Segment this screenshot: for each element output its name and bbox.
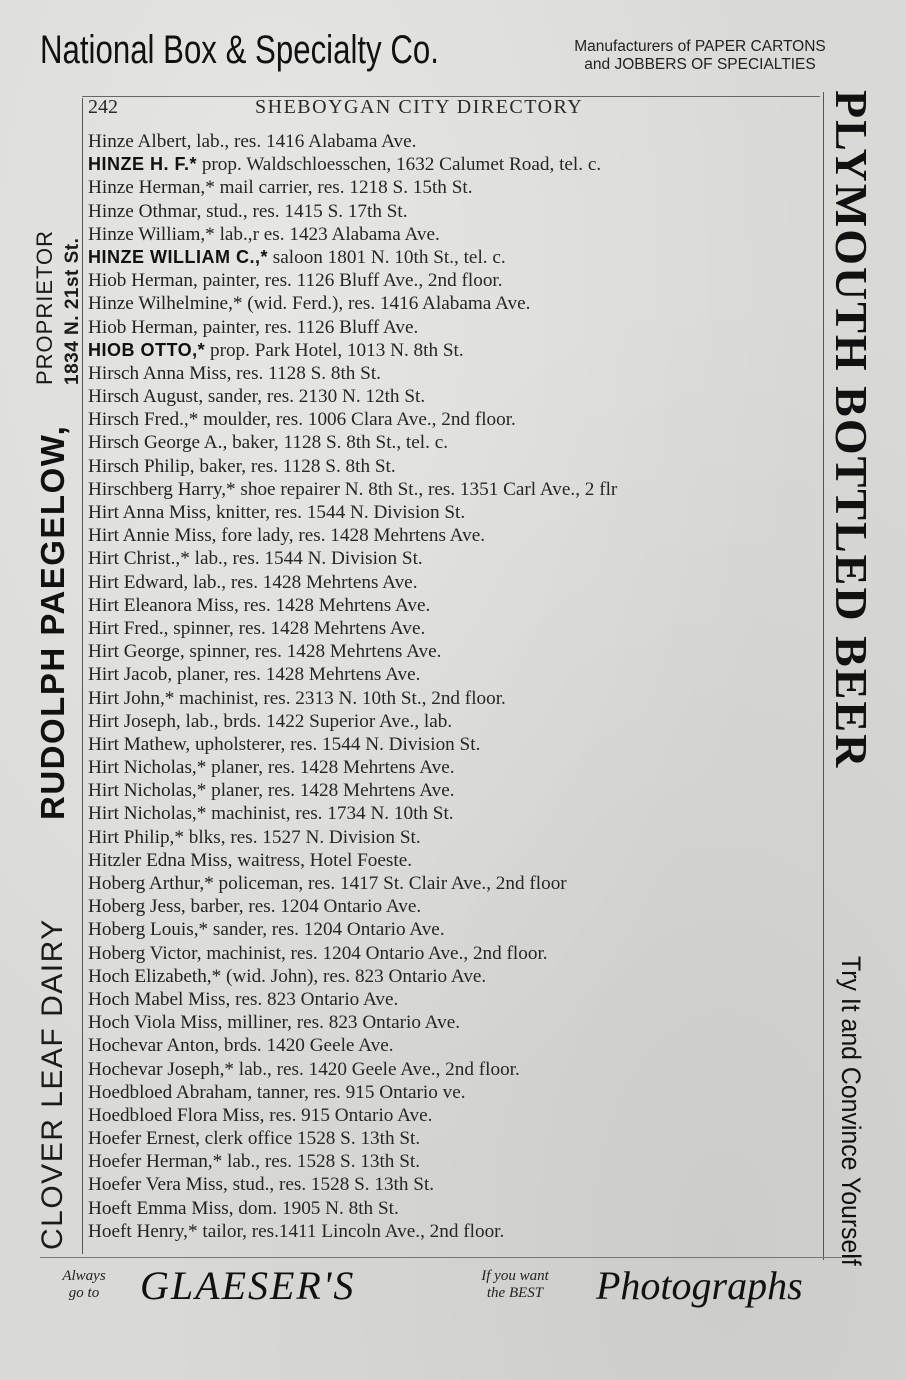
entry-name: Hoberg Louis,* (88, 919, 209, 941)
ad-photographs: Photographs (596, 1263, 803, 1308)
directory-entry (88, 130, 823, 153)
entry-detail: baker, 1128 S. 8th St., tel. c. (227, 432, 449, 454)
entry-name: Hinze Othmar, (88, 200, 202, 222)
entry-detail: sander, res. 1204 Ontario Ave. (208, 919, 445, 941)
entry-detail: planer, res. 1428 Mehrtens Ave. (206, 757, 455, 779)
entry-name: Hirt Philip,* (88, 826, 184, 848)
entry-detail: lab., res. 1544 N. Division St. (189, 548, 423, 570)
bottom-rule (40, 1257, 855, 1258)
entry-detail: planer, res. 1428 Mehrtens Ave. (172, 664, 421, 686)
entry-name: Hoedbloed Flora Miss, (88, 1104, 265, 1126)
entry-name: Hochevar Joseph,* (88, 1058, 234, 1080)
entry-name: Hoeft Emma Miss, (88, 1197, 234, 1219)
entry-name: Hirt Nicholas,* (88, 780, 207, 802)
entry-name: Hirsch August, (88, 386, 204, 408)
directory-entry (88, 918, 823, 941)
directory-entry (88, 687, 823, 710)
entry-detail: milliner, res. 823 Ontario Ave. (222, 1012, 461, 1034)
directory-entry (88, 339, 823, 362)
entry-detail: res. 915 Ontario Ave. (264, 1104, 433, 1126)
directory-entry (88, 1034, 823, 1057)
directory-entry (88, 942, 823, 965)
entry-detail: lab., res. 1420 Geele Ave., 2nd floor. (234, 1058, 520, 1080)
directory-entry (88, 1058, 823, 1081)
entry-name: Hitzler Edna Miss, (88, 849, 233, 871)
ad-plymouth-bottled-beer: PLYMOUTH BOTTLED BEER (826, 90, 877, 770)
entry-name: Hoedbloed Abraham, (88, 1081, 253, 1103)
entry-name: Hoch Mabel Miss, (88, 988, 231, 1010)
ad-company-name: National Box & Specialty Co. (40, 28, 439, 72)
directory-entry (88, 316, 823, 339)
entry-detail: machinist, res. 1204 Ontario Ave., 2nd floor. (201, 942, 548, 964)
entry-detail: res. 823 Ontario Ave. (230, 988, 399, 1010)
entry-detail: upholsterer, res. 1544 N. Division St. (190, 733, 481, 755)
ad-rudolph-paegelow: RUDOLPH PAEGELOW, (34, 424, 71, 820)
entry-detail: policeman, res. 1417 St. Clair Ave., 2nd floor (213, 873, 567, 894)
entry-detail: shoe repairer N. 8th St., res. 1351 Carl Ave., 2 flr (235, 478, 618, 500)
directory-entry (88, 362, 823, 385)
entry-name: Hirsch Philip, (88, 455, 195, 477)
entry-detail: brds. 1420 Geele Ave. (219, 1035, 394, 1057)
directory-entry (88, 640, 823, 663)
directory-entry (88, 1127, 823, 1150)
entry-detail: lab., brds. 1422 Superior Ave., lab. (180, 710, 453, 732)
directory-entry (88, 849, 823, 872)
entry-name: Hirsch Anna Miss, (88, 362, 232, 384)
directory-entry (88, 501, 823, 524)
entry-name: Hinze Wilhelmine,* (88, 293, 243, 315)
entry-detail: tanner, res. 915 Ontario ve. (252, 1081, 466, 1103)
directory-entry (88, 547, 823, 570)
directory-entry (88, 872, 823, 895)
entry-detail: prop. Waldschloesschen, 1632 Calumet Road, tel. c. (197, 154, 602, 176)
entry-name: Hoberg Arthur,* (88, 873, 214, 894)
entry-detail: planer, res. 1428 Mehrtens Ave. (206, 780, 455, 802)
entry-name: Hiob Herman, (88, 316, 198, 338)
entry-name: Hoch Elizabeth,* (88, 965, 222, 987)
page-number: 242 (88, 96, 118, 118)
directory-entry (88, 478, 823, 501)
entry-name: HINZE H. F.* (88, 154, 198, 175)
entry-name: Hirt Christ.,* (88, 548, 190, 570)
entry-detail: sander, res. 2130 N. 12th St. (203, 386, 426, 408)
entry-name: HIOB OTTO,* (88, 339, 206, 360)
entry-detail: waitress, Hotel Foeste. (232, 849, 413, 871)
ad-tagline-line1: Manufacturers of PAPER CARTONS (574, 38, 826, 55)
entry-detail: res. 1128 S. 8th St. (231, 362, 381, 384)
entry-name: Hirt Annie Miss, (88, 525, 217, 547)
entry-detail: stud., res. 1415 S. 17th St. (201, 200, 408, 222)
page-title: SHEBOYGAN CITY DIRECTORY (255, 96, 584, 118)
entry-name: Hirt Anna Miss, (88, 502, 212, 523)
directory-entry (88, 756, 823, 779)
entry-detail: saloon 1801 N. 10th St., tel. c. (267, 246, 506, 268)
entry-name: Hirt John,* (88, 687, 175, 709)
entry-name: Hochevar Anton, (88, 1035, 220, 1057)
directory-entry (88, 779, 823, 802)
directory-entry (88, 524, 823, 547)
entry-name: Hoberg Jess, (88, 896, 186, 918)
entry-name: Hoefer Vera Miss, (88, 1174, 228, 1196)
ad-glaesers-brand: GLAESER'S (140, 1263, 356, 1308)
directory-entry (88, 1104, 823, 1127)
entry-name: Hoeft Henry,* (88, 1220, 198, 1242)
directory-entry (88, 663, 823, 686)
directory-entry (88, 1150, 823, 1173)
entry-name: Hirt Joseph, (88, 710, 181, 732)
directory-entry (88, 200, 823, 223)
entry-name: Hirt George, (88, 641, 185, 663)
entry-name: Hinze William,* (88, 223, 215, 245)
directory-entry (88, 1173, 823, 1196)
entry-detail: barber, res. 1204 Ontario Ave. (185, 896, 422, 918)
entry-detail: baker, res. 1128 S. 8th St. (194, 455, 396, 477)
entry-detail: lab., res. 1428 Mehrtens Ave. (188, 571, 418, 593)
entry-detail: moulder, res. 1006 Clara Ave., 2nd floor. (198, 409, 516, 431)
entry-detail: machinist, res. 2313 N. 10th St., 2nd floor. (174, 687, 506, 709)
entry-name: Hoefer Herman,* (88, 1151, 223, 1173)
entry-name: Hirschberg Harry,* (88, 478, 236, 500)
entry-detail: blks, res. 1527 N. Division St. (183, 826, 421, 848)
ad-tagline-line2: and JOBBERS OF SPECIALTIES (584, 56, 816, 73)
directory-entry (88, 223, 823, 246)
directory-entry (88, 269, 823, 292)
ad-always-line2: go to (68, 1285, 100, 1301)
ad-always-line1: Always (62, 1268, 106, 1284)
ad-if-line1: If you want (481, 1268, 549, 1284)
entry-detail: painter, res. 1126 Bluff Ave., 2nd floor. (197, 270, 503, 292)
entry-name: Hirt Nicholas,* (88, 803, 207, 825)
entry-name: Hirsch George A., (88, 432, 228, 454)
directory-entry (88, 965, 823, 988)
entry-detail: lab., res. 1416 Alabama Ave. (191, 131, 417, 152)
directory-entry (88, 176, 823, 199)
directory-entry (88, 710, 823, 733)
directory-entry (88, 1011, 823, 1034)
ad-beer-slogan: Try It and Convince Yourself (836, 956, 866, 1266)
entry-name: HINZE WILLIAM C.,* (88, 246, 268, 267)
entry-detail: (wid. Ferd.), res. 1416 Alabama Ave. (242, 293, 531, 315)
directory-entry (88, 826, 823, 849)
entry-detail: spinner, res. 1428 Mehrtens Ave. (168, 617, 426, 639)
entry-detail: lab.,r es. 1423 Alabama Ave. (214, 223, 440, 245)
left-side-advertisement (26, 90, 96, 1250)
directory-entry (88, 1220, 823, 1243)
directory-entry (88, 617, 823, 640)
directory-entry (88, 431, 823, 454)
entry-detail: machinist, res. 1734 N. 10th St. (206, 803, 454, 825)
entry-name: Hinze Herman,* (88, 177, 215, 199)
directory-entry (88, 733, 823, 756)
entry-detail: res. 1428 Mehrtens Ave. (238, 594, 431, 616)
entry-name: Hoberg Victor, (88, 942, 202, 964)
directory-entry (88, 802, 823, 825)
directory-entry (88, 385, 823, 408)
directory-entry (88, 1081, 823, 1104)
entry-name: Hirt Eleanora Miss, (88, 594, 239, 616)
entry-name: Hirt Fred., (88, 617, 169, 639)
entry-detail: clerk office 1528 S. 13th St. (199, 1128, 421, 1150)
entry-detail: prop. Park Hotel, 1013 N. 8th St. (205, 339, 464, 361)
entry-detail: tailor, res.1411 Lincoln Ave., 2nd floor. (197, 1220, 505, 1242)
directory-entry (88, 455, 823, 478)
entry-detail: spinner, res. 1428 Mehrtens Ave. (184, 641, 442, 663)
directory-entry (88, 571, 823, 594)
directory-entry (88, 246, 823, 269)
entry-detail: mail carrier, res. 1218 S. 15th St. (214, 177, 473, 199)
entry-name: Hirt Mathew, (88, 733, 191, 755)
ad-if-line2: the BEST (486, 1285, 544, 1301)
entry-detail: (wid. John), res. 823 Ontario Ave. (221, 965, 487, 987)
directory-entry (88, 153, 823, 176)
entry-detail: lab., res. 1528 S. 13th St. (222, 1151, 420, 1173)
directory-entry (88, 594, 823, 617)
entry-name: Hirt Jacob, (88, 664, 173, 686)
entry-detail: painter, res. 1126 Bluff Ave. (197, 316, 419, 338)
entry-name: Hiob Herman, (88, 270, 198, 292)
entry-detail: fore lady, res. 1428 Mehrtens Ave. (216, 525, 486, 547)
bottom-advertisement (40, 1262, 860, 1322)
directory-listings (88, 130, 823, 1243)
directory-entry (88, 895, 823, 918)
entry-name: Hirt Edward, (88, 571, 189, 593)
entry-name: Hirt Nicholas,* (88, 757, 207, 779)
entry-detail: stud., res. 1528 S. 13th St. (227, 1174, 435, 1196)
ad-clover-leaf-dairy: CLOVER LEAF DAIRY (36, 918, 69, 1250)
entry-name: Hoch Viola Miss, (88, 1012, 223, 1034)
ad-dairy-address: 1834 N. 21st St. (62, 237, 83, 385)
entry-detail: dom. 1905 N. 8th St. (233, 1197, 399, 1219)
top-advertisement (40, 22, 870, 88)
directory-entry (88, 988, 823, 1011)
entry-detail: knitter, res. 1544 N. Division St. (211, 502, 466, 523)
entry-name: Hirsch Fred.,* (88, 409, 199, 431)
entry-name: Hoefer Ernest, (88, 1128, 200, 1150)
ad-tagline (540, 38, 860, 74)
ad-proprietor: PROPRIETOR (32, 229, 57, 385)
entry-name: Hinze Albert, (88, 131, 192, 152)
directory-entry (88, 408, 823, 431)
directory-entry (88, 292, 823, 315)
directory-entry (88, 1197, 823, 1220)
ad-if-you-want (460, 1268, 570, 1302)
ad-always-go-to (46, 1268, 122, 1302)
